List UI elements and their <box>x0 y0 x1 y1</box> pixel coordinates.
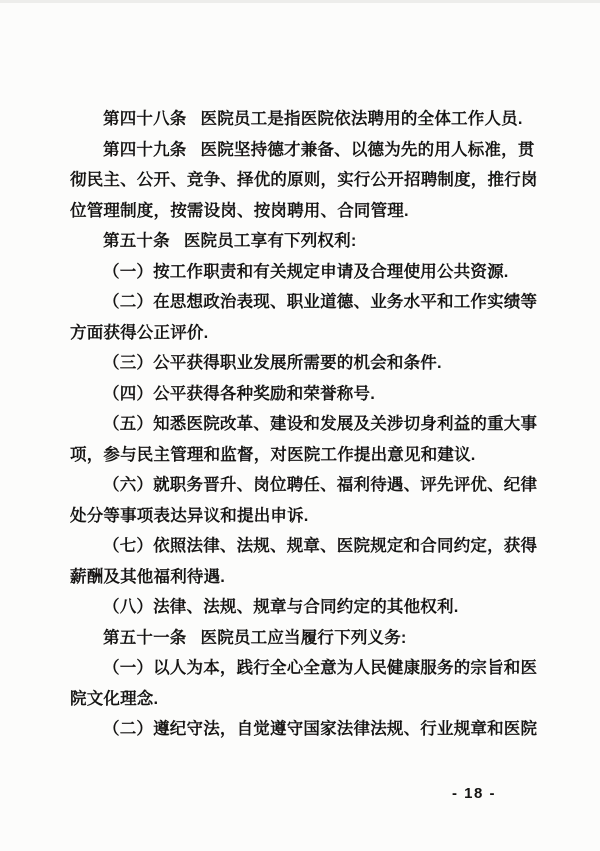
text-line <box>70 409 538 440</box>
line-text: 医院员工是指医院依法聘用的全体工作人员. <box>200 110 523 128</box>
text-line <box>70 531 538 562</box>
line-text: 方面获得公正评价. <box>70 323 209 342</box>
line-text: （七）依照法律、法规、规章、医院规定和合同约定，获得 <box>103 537 538 555</box>
text-line <box>70 562 538 593</box>
text-line <box>70 623 538 654</box>
line-text: 医院坚持德才兼备、以德为先的用人标准，贯 <box>200 140 535 159</box>
line-text: （二）遵纪守法，自觉遵守国家法律法规、行业规章和医院 <box>103 720 538 738</box>
line-text: 处分等事项表达异议和提出申诉. <box>70 506 309 525</box>
text-line <box>70 104 538 135</box>
text-line <box>70 257 538 288</box>
text-line <box>70 196 538 227</box>
text-line <box>70 501 538 532</box>
article-number: 第五十条 <box>103 232 170 250</box>
text-line <box>70 226 538 257</box>
line-text: （一）以人为本，践行全心全意为人民健康服务的宗旨和医 <box>103 659 538 677</box>
article-number: 第五十一条 <box>103 628 187 647</box>
text-line <box>70 592 538 623</box>
text-line <box>70 318 538 349</box>
line-text: （一）按工作职责和有关规定申请及合理使用公共资源. <box>103 262 509 281</box>
line-text: （五）知悉医院改革、建设和发展及关涉切身利益的重大事 <box>103 415 538 433</box>
text-line <box>70 348 538 379</box>
line-text: （三）公平获得职业发展所需要的机会和条件. <box>103 354 442 372</box>
line-text: （八）法律、法规、规章与合同约定的其他权利. <box>103 598 459 616</box>
text-line <box>70 287 538 318</box>
text-line <box>70 714 538 745</box>
line-text: 院文化理念. <box>70 689 159 708</box>
line-text: （四）公平获得各种奖励和荣誉称号. <box>103 384 375 403</box>
document-body <box>70 104 538 745</box>
text-line <box>70 653 538 684</box>
page-number: - 18 - <box>451 785 496 802</box>
text-line <box>70 379 538 410</box>
text-line <box>70 684 538 715</box>
line-text: 医院员工应当履行下列义务: <box>200 628 407 647</box>
text-line <box>70 440 538 471</box>
line-text: 彻民主、公开、竞争、择优的原则，实行公开招聘制度，推行岗 <box>70 171 538 189</box>
line-text: 薪酬及其他福利待遇. <box>70 567 226 586</box>
text-line <box>70 470 538 501</box>
text-line <box>70 135 538 166</box>
line-text: 医院员工享有下列权利: <box>183 232 357 250</box>
line-text: 项，参与民主管理和监督，对医院工作提出意见和建议. <box>70 445 476 464</box>
text-line <box>70 165 538 196</box>
article-number: 第四十八条 <box>103 110 187 128</box>
line-text: （六）就职务晋升、岗位聘任、福利待遇、评先评优、纪律 <box>103 476 538 494</box>
line-text: 位管理制度，按需设岗、按岗聘用、合同管理. <box>70 201 409 220</box>
article-number: 第四十九条 <box>103 140 187 159</box>
line-text: （二）在思想政治表现、职业道德、业务水平和工作实绩等 <box>103 293 538 311</box>
